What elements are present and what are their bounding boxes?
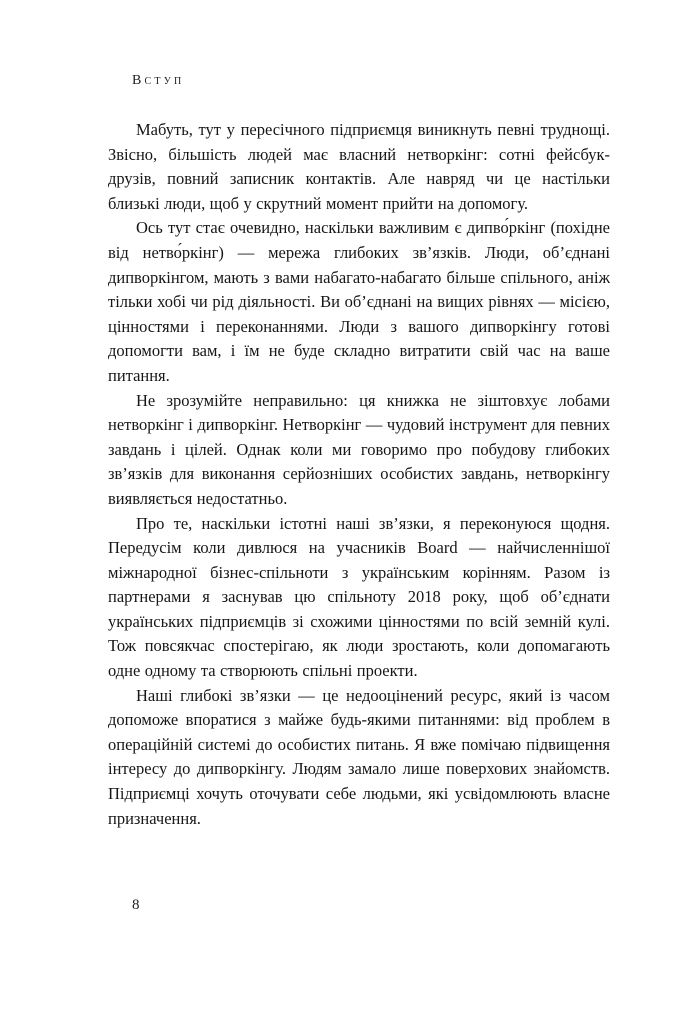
- paragraph: Наші глибокі зв’язки — це недооцінений ресурс, який із часом допоможе впоратися з майже будь-якими питаннями: від проблем в операційній системі до особистих питань. Я вже помічаю підвищення інтересу до дипворкінгу. Людям замало лише поверхових знайомств. Підприємці хочуть оточувати себе людьми, які усвідомлюють власне призначення.: [108, 685, 610, 828]
- paragraph: Про те, наскільки істотні наші зв’язки, я переконуюся щодня. Передусім коли дивлюся на учасників Board — найчисленнішої міжнародної бізнес-спільноти з українським корінням. Разом із партнерами я заснував цю спільноту 2018 року, щоб об’єднати українських підприємців зі схожими цінностями по всій земній кулі. Тож повсякчас спостерігаю, як люди зростають, коли допомагають одне одному та створюють спільні проекти.: [108, 513, 610, 681]
- paragraph: Не зрозумійте неправильно: ця книжка не зіштовхує лобами нетворкінг і дипворкінг. Нетворкінг — чудовий інструмент для певних завдань і цілей. Однак коли ми говоримо про побудову глибоких зв’язків для виконання серйозніших особистих завдань, нетворкінгу виявляється недостатньо.: [108, 390, 610, 508]
- paragraph: Мабуть, тут у пересічного підприємця виникнуть певні труднощі. Звісно, більшість людей має власний нетворкінг: сотні фейсбук-друзів, повний записник контактів. Але навряд чи це настільки близькі люди, щоб у скрутний момент прийти на допомогу.: [108, 120, 610, 213]
- chapter-header: Вступ: [132, 73, 185, 88]
- paragraph: Ось тут стає очевидно, наскільки важливим є дипво́ркінг (похідне від нетво́ркінг) — мережа глибоких зв’язків. Люди, об’єднані дипворкінгом, мають з вами набагато-набагато більше спільного, аніж тільки хобі чи рід діяльності. Ви об’єднані на вищих рівнях — місією, цінностями і переконаннями. Люди з вашого дипворкінгу готові допомогти вам, і їм не буде складно витратити свій час на ваше питання.: [108, 218, 610, 385]
- body-text: [108, 118, 610, 831]
- page-number: 8: [132, 897, 140, 913]
